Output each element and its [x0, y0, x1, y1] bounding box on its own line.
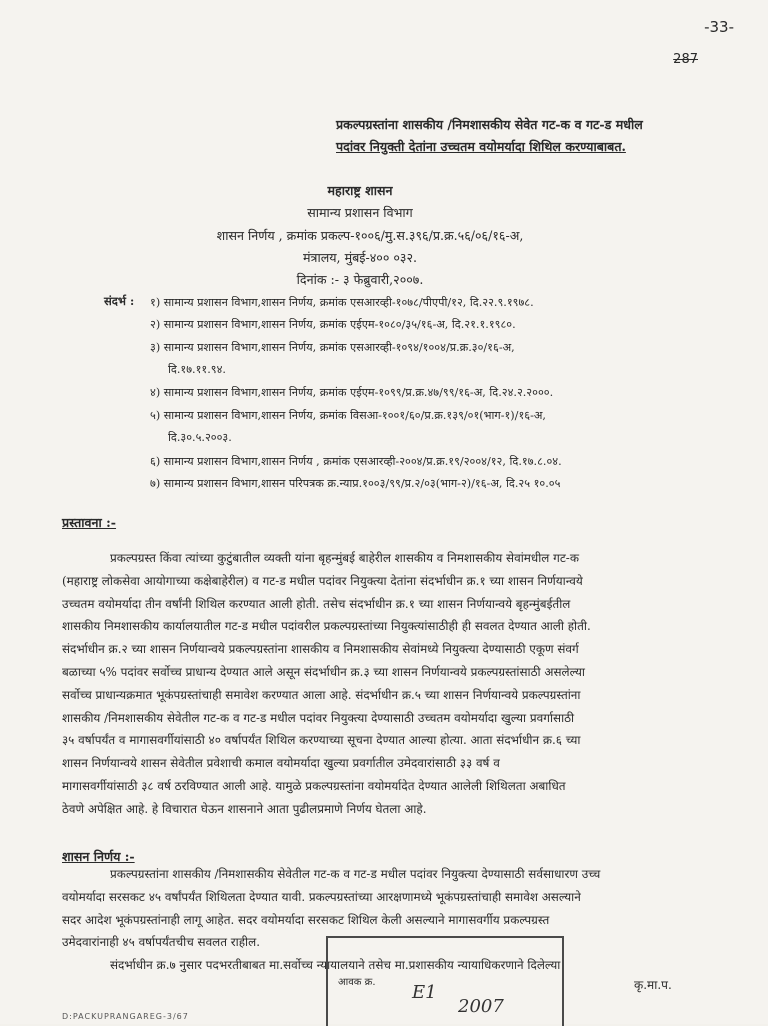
preamble-line: सर्वोच्च प्राधान्यक्रमात भूकंपग्रस्तांचाही समावेश करण्यात आला आहे. संदर्भाधीन क्र.५ च्या शासन निर्णयान्वये प्रकल्पग्रस्तांना	[62, 687, 581, 702]
subject	[336, 114, 736, 158]
decision-line: उमेदवारांनाही ४५ वर्षापर्यंतचीच सवलत राहील.	[62, 935, 260, 950]
decision-date: दिनांक :- ३ फेब्रुवारी,२००७.	[296, 272, 424, 287]
subject-line-2: पदांवर नियुक्ती देतांना उच्चतम वयोमर्यादा शिथिल करण्याबाबत.	[336, 139, 626, 154]
reference-item: २) सामान्य प्रशासन विभाग,शासन निर्णय, क्रमांक एईएम-१०८०/३५/१६-अ, दि.२१.१.१९८०.	[150, 318, 516, 331]
preamble-line: ठेवणे अपेक्षित आहे. हे विचारात घेऊन शासनाने आता पुढीलप्रमाणे निर्णय घेतला आहे.	[62, 801, 427, 816]
preamble-paragraph	[62, 547, 714, 821]
stamp-field-label: आवक क्र.	[338, 977, 376, 988]
inward-stamp	[326, 936, 564, 1026]
stamp-handwritten-year: 2007	[458, 996, 504, 1017]
reference-item: १) सामान्य प्रशासन विभाग,शासन निर्णय, क्रमांक एसआरव्ही-१०७८/पीएपी/१२, दि.२२.९.१९७८.	[150, 296, 534, 309]
references-label: संदर्भ :	[104, 294, 135, 308]
reference-item: ४) सामान्य प्रशासन विभाग,शासन निर्णय, क्रमांक एईएम-१०९९/प्र.क्र.४७/९९/१६-अ, दि.२४.२.२०००.	[150, 386, 554, 399]
decision-number: शासन निर्णय , क्रमांक प्रकल्प-१००६/मु.स.३९६/प्र.क्र.५६/०६/१६-अ,	[216, 228, 524, 243]
preamble-line: ३५ वर्षापर्यंत व मागासवर्गीयांसाठी ४० वर्षापर्यंत शिथिल करण्याच्या सूचना देण्यात आल्या होत्या. आता संदर्भाधीन क्र.६ च्या	[62, 733, 581, 748]
preamble-line: उच्चतम वयोमर्यादा तीन वर्षांनी शिथिल करण्यात आली होती. तसेच संदर्भाधीन क्र.१ च्या शासन निर्णयान्वये बृहन्मुंबईतील	[62, 596, 571, 611]
decision-heading: शासन निर्णय :-	[62, 849, 135, 864]
preamble-line: बळाच्या ५% पदांवर सर्वोच्च प्राधान्य देण्यात आले असून संदर्भाधीन क्र.३ च्या शासन निर्णयान्वये प्रकल्पग्रस्तांसाठी असलेल्या	[62, 664, 585, 679]
department-name: सामान्य प्रशासन विभाग	[307, 205, 413, 220]
govt-name: महाराष्ट्र शासन	[327, 183, 393, 198]
kmp-note: कृ.मा.प.	[634, 978, 672, 992]
preamble-line: शासकीय निमशासकीय कार्यालयातील गट-ड मधील पदांवरील प्रकल्पग्रस्तांच्या नियुक्त्यांसाठीही ही सवलत देण्यात आली होती.	[62, 619, 591, 634]
preamble-line: मागासवर्गीयांसाठी ३८ वर्ष ठरविण्यात आली आहे. यामुळे प्रकल्पग्रस्तांना वयोमर्यादेत देण्यात आलेली शिथिलता अबाधित	[62, 778, 566, 793]
reference-item: दि.३०.५.२००३.	[168, 431, 232, 444]
reference-item: ७) सामान्य प्रशासन विभाग,शासन परिपत्रक क्र.न्याप्र.१००३/९९/प्र.२/०३(भाग-२)/१६-अ, दि.२५ १०.०५	[150, 477, 561, 490]
preamble-line: संदर्भाधीन क्र.२ च्या शासन निर्णयान्वये प्रकल्पग्रस्तांना शासकीय व निमशासकीय सेवांमध्ये नियुक्त्या देण्यासाठी एकूण संवर्ग	[62, 642, 579, 657]
preamble-line: शासन निर्णयान्वये शासन सेवेतील प्रवेशाची कमाल वयोमर्यादा खुल्या प्रवर्गातील उमेदवारांसाठी ३३ वर्ष व	[62, 756, 500, 771]
preamble-line: शासकीय /निमशासकीय सेवेतील गट-क व गट-ड मधील पदांवर नियुक्त्या देण्यासाठी उच्चतम वयोमर्यादा खुल्या प्रवर्गासाठी	[62, 710, 575, 725]
preamble-line: प्रकल्पग्रस्त किंवा त्यांच्या कुटुंबातील व्यक्ती यांना बृहन्मुंबई बाहेरील शासकीय व निमशासकीय सेवांमधील गट-क	[110, 551, 579, 565]
decision-line: सदर आदेश भूकंपग्रस्तांनाही लागू आहेत. सदर वयोमर्यादा सरसकट शिथिल केली असल्याने मागासवर्गीय प्रकल्पग्रस्त	[62, 912, 550, 927]
page-number-struck: 287	[673, 52, 698, 67]
decision-line: वयोमर्यादा सरसकट ४५ वर्षांपर्यंत शिथिलता देण्यात यावी. प्रकल्पग्रस्तांच्या आरक्षणामध्ये भूकंपग्रस्तांचाही समावेश असल्याने	[62, 889, 581, 904]
reference-item: ३) सामान्य प्रशासन विभाग,शासन निर्णय, क्रमांक एसआरव्ही-१०९४/१००४/प्र.क्र.३०/१६-अ,	[150, 341, 515, 354]
stamp-handwritten-number: E1	[412, 982, 437, 1003]
reference-item: दि.१७.११.९४.	[168, 363, 226, 376]
address: मंत्रालय, मुंबई-४०० ०३२.	[302, 250, 418, 265]
subject-line-1: प्रकल्पग्रस्तांना शासकीय /निमशासकीय सेवेत गट-क व गट-ड मधील	[336, 117, 643, 132]
preamble-line: (महाराष्ट्र लोकसेवा आयोगाच्या कक्षेबाहेरील) व गट-ड मधील पदांवर नियुक्त्या देतांना संदर्भाधीन क्र.१ च्या शासन निर्णयान्वये	[62, 573, 583, 588]
decision-line: संदर्भाधीन क्र.७ नुसार पदभरतीबाबत मा.सर्वोच्च न्यायालयाने तसेच मा.प्रशासकीय न्यायाधिकरणाने दिलेल्या	[110, 958, 561, 973]
reference-item: ६) सामान्य प्रशासन विभाग,शासन निर्णय , क्रमांक एसआरव्ही-२००४/प्र.क्र.१९/२००४/१२, दि.१७.८.०४.	[150, 455, 562, 468]
reference-item: ५) सामान्य प्रशासन विभाग,शासन निर्णय, क्रमांक विसआ-१००१/६०/प्र.क्र.१३९/०१(भाग-१)/१६-अ,	[150, 409, 546, 422]
decision-line: प्रकल्पग्रस्तांना शासकीय /निमशासकीय सेवेतील गट-क व गट-ड मधील पदांवर नियुक्त्या देण्यासाठी सर्वसाधारण उच्च	[110, 867, 601, 881]
preamble-heading: प्रस्तावना :-	[62, 515, 117, 530]
footer-code: D:PACKUPRANGAREG-3/67	[62, 1012, 189, 1021]
page-number: -33-	[704, 18, 734, 36]
